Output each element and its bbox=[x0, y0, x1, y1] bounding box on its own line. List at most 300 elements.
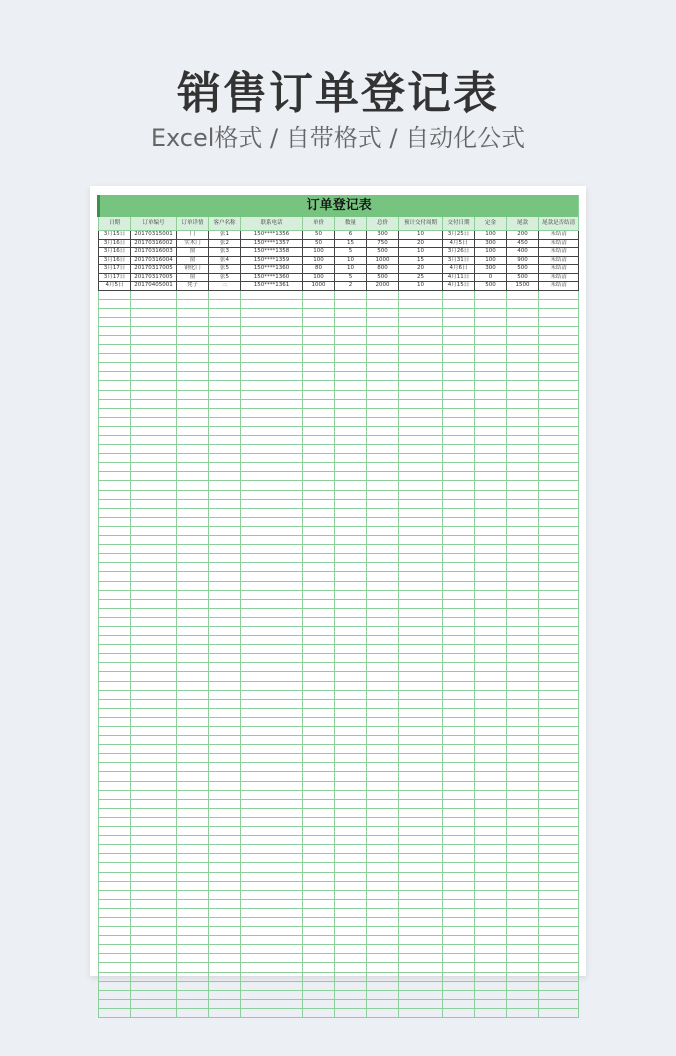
empty-cell bbox=[303, 836, 335, 845]
empty-cell bbox=[177, 436, 209, 445]
empty-cell bbox=[475, 808, 507, 817]
empty-cell bbox=[507, 490, 539, 499]
empty-cell bbox=[209, 890, 241, 899]
table-cell: 未结清 bbox=[539, 231, 579, 240]
empty-cell bbox=[443, 863, 475, 872]
table-cell: 20170317005 bbox=[131, 265, 177, 274]
empty-cell bbox=[209, 481, 241, 490]
empty-row bbox=[99, 326, 579, 335]
empty-cell bbox=[399, 317, 443, 326]
empty-cell bbox=[177, 636, 209, 645]
empty-row bbox=[99, 399, 579, 408]
empty-cell bbox=[99, 717, 131, 726]
empty-cell bbox=[507, 399, 539, 408]
table-cell: 未结清 bbox=[539, 256, 579, 265]
empty-cell bbox=[241, 1008, 303, 1017]
order-table bbox=[97, 195, 579, 1018]
empty-cell bbox=[539, 645, 579, 654]
empty-cell bbox=[131, 299, 177, 308]
empty-row bbox=[99, 936, 579, 945]
empty-cell bbox=[131, 954, 177, 963]
empty-cell bbox=[475, 745, 507, 754]
table-cell: 50 bbox=[303, 239, 335, 248]
empty-cell bbox=[99, 526, 131, 535]
empty-cell bbox=[399, 872, 443, 881]
empty-cell bbox=[335, 372, 367, 381]
empty-cell bbox=[475, 908, 507, 917]
empty-cell bbox=[335, 945, 367, 954]
empty-row bbox=[99, 517, 579, 526]
empty-cell bbox=[303, 508, 335, 517]
empty-cell bbox=[99, 645, 131, 654]
empty-cell bbox=[507, 708, 539, 717]
empty-cell bbox=[443, 526, 475, 535]
empty-cell bbox=[399, 981, 443, 990]
table-cell: 150****1356 bbox=[241, 231, 303, 240]
empty-cell bbox=[399, 708, 443, 717]
empty-cell bbox=[99, 854, 131, 863]
empty-cell bbox=[241, 390, 303, 399]
empty-row bbox=[99, 999, 579, 1008]
empty-cell bbox=[399, 817, 443, 826]
empty-cell bbox=[131, 436, 177, 445]
empty-cell bbox=[539, 299, 579, 308]
empty-cell bbox=[539, 827, 579, 836]
empty-cell bbox=[475, 845, 507, 854]
empty-cell bbox=[367, 936, 399, 945]
empty-row bbox=[99, 708, 579, 717]
empty-cell bbox=[335, 335, 367, 344]
empty-cell bbox=[367, 1008, 399, 1017]
empty-cell bbox=[303, 599, 335, 608]
empty-cell bbox=[99, 945, 131, 954]
empty-cell bbox=[303, 481, 335, 490]
empty-cell bbox=[507, 881, 539, 890]
table-cell: 750 bbox=[367, 239, 399, 248]
empty-cell bbox=[443, 981, 475, 990]
empty-cell bbox=[241, 654, 303, 663]
empty-cell bbox=[443, 927, 475, 936]
empty-cell bbox=[475, 827, 507, 836]
empty-cell bbox=[335, 445, 367, 454]
empty-cell bbox=[209, 699, 241, 708]
empty-cell bbox=[131, 927, 177, 936]
empty-cell bbox=[131, 899, 177, 908]
empty-cell bbox=[241, 872, 303, 881]
empty-cell bbox=[399, 572, 443, 581]
empty-cell bbox=[99, 363, 131, 372]
empty-cell bbox=[131, 636, 177, 645]
empty-cell bbox=[399, 563, 443, 572]
table-cell: 张4 bbox=[209, 256, 241, 265]
empty-cell bbox=[209, 526, 241, 535]
empty-cell bbox=[475, 899, 507, 908]
empty-cell bbox=[475, 436, 507, 445]
empty-row bbox=[99, 608, 579, 617]
empty-cell bbox=[241, 663, 303, 672]
empty-cell bbox=[131, 917, 177, 926]
empty-row bbox=[99, 317, 579, 326]
table-cell: 窗 bbox=[177, 256, 209, 265]
empty-cell bbox=[335, 472, 367, 481]
table-cell: 500 bbox=[475, 282, 507, 291]
empty-cell bbox=[303, 981, 335, 990]
empty-cell bbox=[99, 790, 131, 799]
empty-cell bbox=[507, 472, 539, 481]
table-row bbox=[99, 248, 579, 257]
empty-cell bbox=[539, 372, 579, 381]
empty-cell bbox=[367, 945, 399, 954]
empty-cell bbox=[303, 645, 335, 654]
empty-cell bbox=[399, 354, 443, 363]
empty-cell bbox=[303, 472, 335, 481]
empty-cell bbox=[241, 517, 303, 526]
empty-cell bbox=[303, 917, 335, 926]
empty-cell bbox=[475, 581, 507, 590]
empty-cell bbox=[539, 436, 579, 445]
empty-cell bbox=[303, 590, 335, 599]
table-cell: 400 bbox=[507, 248, 539, 257]
empty-cell bbox=[335, 963, 367, 972]
empty-cell bbox=[209, 563, 241, 572]
empty-cell bbox=[209, 636, 241, 645]
empty-cell bbox=[241, 326, 303, 335]
empty-cell bbox=[303, 790, 335, 799]
empty-cell bbox=[241, 490, 303, 499]
empty-cell bbox=[335, 790, 367, 799]
empty-cell bbox=[367, 799, 399, 808]
empty-cell bbox=[335, 990, 367, 999]
empty-cell bbox=[131, 308, 177, 317]
empty-cell bbox=[303, 463, 335, 472]
empty-cell bbox=[99, 608, 131, 617]
table-cell: 15 bbox=[335, 239, 367, 248]
empty-row bbox=[99, 736, 579, 745]
table-cell: 4月6日 bbox=[443, 265, 475, 274]
table-cell: 张2 bbox=[209, 239, 241, 248]
empty-cell bbox=[539, 963, 579, 972]
empty-cell bbox=[177, 590, 209, 599]
empty-cell bbox=[367, 754, 399, 763]
empty-cell bbox=[131, 945, 177, 954]
empty-cell bbox=[209, 908, 241, 917]
empty-row bbox=[99, 445, 579, 454]
empty-row bbox=[99, 899, 579, 908]
empty-cell bbox=[367, 917, 399, 926]
page-subtitle: Excel格式 / 自带格式 / 自动化公式 bbox=[150, 124, 526, 152]
table-cell: 3月16日 bbox=[99, 248, 131, 257]
empty-row bbox=[99, 436, 579, 445]
empty-cell bbox=[475, 736, 507, 745]
empty-cell bbox=[177, 408, 209, 417]
empty-cell bbox=[241, 936, 303, 945]
empty-cell bbox=[443, 536, 475, 545]
empty-row bbox=[99, 745, 579, 754]
empty-cell bbox=[539, 636, 579, 645]
empty-cell bbox=[303, 954, 335, 963]
empty-cell bbox=[99, 999, 131, 1008]
empty-cell bbox=[335, 836, 367, 845]
empty-cell bbox=[335, 381, 367, 390]
empty-cell bbox=[177, 908, 209, 917]
empty-cell bbox=[99, 545, 131, 554]
empty-cell bbox=[303, 445, 335, 454]
empty-cell bbox=[475, 1008, 507, 1017]
empty-cell bbox=[539, 481, 579, 490]
empty-cell bbox=[177, 481, 209, 490]
empty-cell bbox=[131, 372, 177, 381]
empty-cell bbox=[177, 827, 209, 836]
empty-cell bbox=[443, 817, 475, 826]
empty-cell bbox=[177, 708, 209, 717]
empty-cell bbox=[367, 863, 399, 872]
empty-cell bbox=[367, 363, 399, 372]
empty-cell bbox=[303, 999, 335, 1008]
empty-cell bbox=[241, 581, 303, 590]
empty-cell bbox=[399, 845, 443, 854]
empty-cell bbox=[131, 1008, 177, 1017]
empty-cell bbox=[303, 799, 335, 808]
table-cell: 5 bbox=[335, 248, 367, 257]
column-header: 定金 bbox=[475, 217, 507, 231]
empty-cell bbox=[241, 845, 303, 854]
empty-cell bbox=[177, 927, 209, 936]
table-cell: 25 bbox=[399, 273, 443, 282]
empty-cell bbox=[131, 645, 177, 654]
empty-cell bbox=[209, 808, 241, 817]
empty-cell bbox=[335, 354, 367, 363]
empty-cell bbox=[443, 345, 475, 354]
empty-cell bbox=[475, 599, 507, 608]
empty-cell bbox=[177, 699, 209, 708]
empty-cell bbox=[475, 326, 507, 335]
empty-cell bbox=[399, 372, 443, 381]
empty-cell bbox=[335, 636, 367, 645]
empty-cell bbox=[539, 863, 579, 872]
empty-cell bbox=[209, 317, 241, 326]
empty-cell bbox=[475, 608, 507, 617]
column-header: 联系电话 bbox=[241, 217, 303, 231]
empty-cell bbox=[367, 772, 399, 781]
table-cell: 4月15日 bbox=[443, 282, 475, 291]
empty-cell bbox=[539, 335, 579, 344]
empty-row bbox=[99, 927, 579, 936]
empty-cell bbox=[507, 626, 539, 635]
empty-cell bbox=[399, 436, 443, 445]
empty-cell bbox=[443, 372, 475, 381]
empty-cell bbox=[475, 708, 507, 717]
empty-cell bbox=[209, 472, 241, 481]
empty-cell bbox=[367, 672, 399, 681]
empty-cell bbox=[507, 563, 539, 572]
empty-cell bbox=[399, 890, 443, 899]
empty-cell bbox=[335, 490, 367, 499]
empty-cell bbox=[303, 899, 335, 908]
empty-cell bbox=[131, 581, 177, 590]
empty-cell bbox=[475, 345, 507, 354]
empty-cell bbox=[399, 954, 443, 963]
empty-cell bbox=[335, 699, 367, 708]
empty-cell bbox=[507, 517, 539, 526]
empty-cell bbox=[443, 390, 475, 399]
empty-cell bbox=[443, 727, 475, 736]
empty-cell bbox=[367, 645, 399, 654]
empty-cell bbox=[539, 572, 579, 581]
empty-cell bbox=[177, 426, 209, 435]
empty-cell bbox=[399, 508, 443, 517]
empty-cell bbox=[335, 927, 367, 936]
empty-cell bbox=[399, 690, 443, 699]
empty-cell bbox=[99, 472, 131, 481]
empty-cell bbox=[443, 508, 475, 517]
empty-cell bbox=[367, 927, 399, 936]
empty-cell bbox=[399, 745, 443, 754]
empty-cell bbox=[131, 763, 177, 772]
empty-cell bbox=[209, 554, 241, 563]
empty-cell bbox=[475, 563, 507, 572]
empty-cell bbox=[539, 463, 579, 472]
empty-cell bbox=[539, 872, 579, 881]
empty-row bbox=[99, 463, 579, 472]
table-row bbox=[99, 265, 579, 274]
empty-cell bbox=[131, 936, 177, 945]
empty-cell bbox=[335, 890, 367, 899]
empty-cell bbox=[507, 554, 539, 563]
empty-cell bbox=[209, 590, 241, 599]
empty-cell bbox=[443, 463, 475, 472]
empty-cell bbox=[507, 936, 539, 945]
empty-cell bbox=[131, 454, 177, 463]
empty-cell bbox=[131, 908, 177, 917]
empty-cell bbox=[177, 863, 209, 872]
empty-cell bbox=[475, 781, 507, 790]
empty-cell bbox=[399, 454, 443, 463]
empty-cell bbox=[303, 754, 335, 763]
empty-cell bbox=[475, 572, 507, 581]
empty-cell bbox=[209, 508, 241, 517]
table-cell: 4月5日 bbox=[99, 282, 131, 291]
empty-cell bbox=[209, 290, 241, 299]
empty-row bbox=[99, 645, 579, 654]
empty-cell bbox=[399, 899, 443, 908]
empty-cell bbox=[507, 363, 539, 372]
empty-cell bbox=[367, 881, 399, 890]
empty-cell bbox=[399, 426, 443, 435]
empty-cell bbox=[367, 890, 399, 899]
empty-cell bbox=[367, 381, 399, 390]
empty-cell bbox=[399, 408, 443, 417]
empty-cell bbox=[303, 945, 335, 954]
empty-cell bbox=[177, 1008, 209, 1017]
empty-cell bbox=[99, 481, 131, 490]
empty-cell bbox=[539, 717, 579, 726]
table-cell: 未结清 bbox=[539, 282, 579, 291]
empty-cell bbox=[399, 717, 443, 726]
empty-cell bbox=[443, 317, 475, 326]
empty-cell bbox=[99, 872, 131, 881]
empty-row bbox=[99, 654, 579, 663]
empty-row bbox=[99, 890, 579, 899]
empty-cell bbox=[475, 863, 507, 872]
empty-cell bbox=[399, 581, 443, 590]
empty-cell bbox=[475, 890, 507, 899]
table-cell: 张5 bbox=[209, 265, 241, 274]
empty-cell bbox=[241, 363, 303, 372]
empty-row bbox=[99, 827, 579, 836]
empty-cell bbox=[303, 517, 335, 526]
empty-cell bbox=[209, 372, 241, 381]
empty-cell bbox=[399, 545, 443, 554]
empty-cell bbox=[367, 608, 399, 617]
empty-cell bbox=[241, 345, 303, 354]
empty-cell bbox=[443, 354, 475, 363]
empty-cell bbox=[335, 936, 367, 945]
empty-cell bbox=[303, 717, 335, 726]
empty-cell bbox=[241, 799, 303, 808]
empty-cell bbox=[443, 490, 475, 499]
empty-cell bbox=[507, 354, 539, 363]
table-cell: 5 bbox=[335, 273, 367, 282]
empty-cell bbox=[443, 936, 475, 945]
empty-cell bbox=[367, 335, 399, 344]
empty-cell bbox=[443, 963, 475, 972]
empty-cell bbox=[303, 772, 335, 781]
empty-cell bbox=[241, 999, 303, 1008]
empty-cell bbox=[335, 417, 367, 426]
empty-cell bbox=[177, 317, 209, 326]
empty-cell bbox=[367, 399, 399, 408]
empty-cell bbox=[367, 345, 399, 354]
empty-cell bbox=[303, 290, 335, 299]
empty-cell bbox=[177, 881, 209, 890]
empty-cell bbox=[539, 363, 579, 372]
empty-cell bbox=[209, 626, 241, 635]
empty-cell bbox=[131, 626, 177, 635]
empty-cell bbox=[367, 990, 399, 999]
table-cell: 张3 bbox=[209, 248, 241, 257]
column-header: 日期 bbox=[99, 217, 131, 231]
empty-cell bbox=[507, 908, 539, 917]
empty-cell bbox=[241, 836, 303, 845]
empty-cell bbox=[209, 736, 241, 745]
empty-cell bbox=[241, 727, 303, 736]
empty-cell bbox=[443, 626, 475, 635]
empty-row bbox=[99, 881, 579, 890]
empty-cell bbox=[507, 727, 539, 736]
empty-cell bbox=[507, 745, 539, 754]
empty-cell bbox=[443, 881, 475, 890]
table-cell: 300 bbox=[367, 231, 399, 240]
empty-cell bbox=[209, 608, 241, 617]
empty-row bbox=[99, 408, 579, 417]
empty-cell bbox=[177, 554, 209, 563]
table-cell: 4月11日 bbox=[443, 273, 475, 282]
empty-cell bbox=[443, 763, 475, 772]
empty-cell bbox=[443, 745, 475, 754]
empty-cell bbox=[99, 290, 131, 299]
empty-cell bbox=[241, 827, 303, 836]
empty-cell bbox=[303, 972, 335, 981]
empty-cell bbox=[367, 354, 399, 363]
empty-cell bbox=[241, 536, 303, 545]
empty-cell bbox=[303, 663, 335, 672]
empty-cell bbox=[303, 827, 335, 836]
empty-cell bbox=[475, 999, 507, 1008]
empty-cell bbox=[177, 663, 209, 672]
empty-cell bbox=[131, 754, 177, 763]
empty-cell bbox=[209, 408, 241, 417]
empty-cell bbox=[177, 672, 209, 681]
